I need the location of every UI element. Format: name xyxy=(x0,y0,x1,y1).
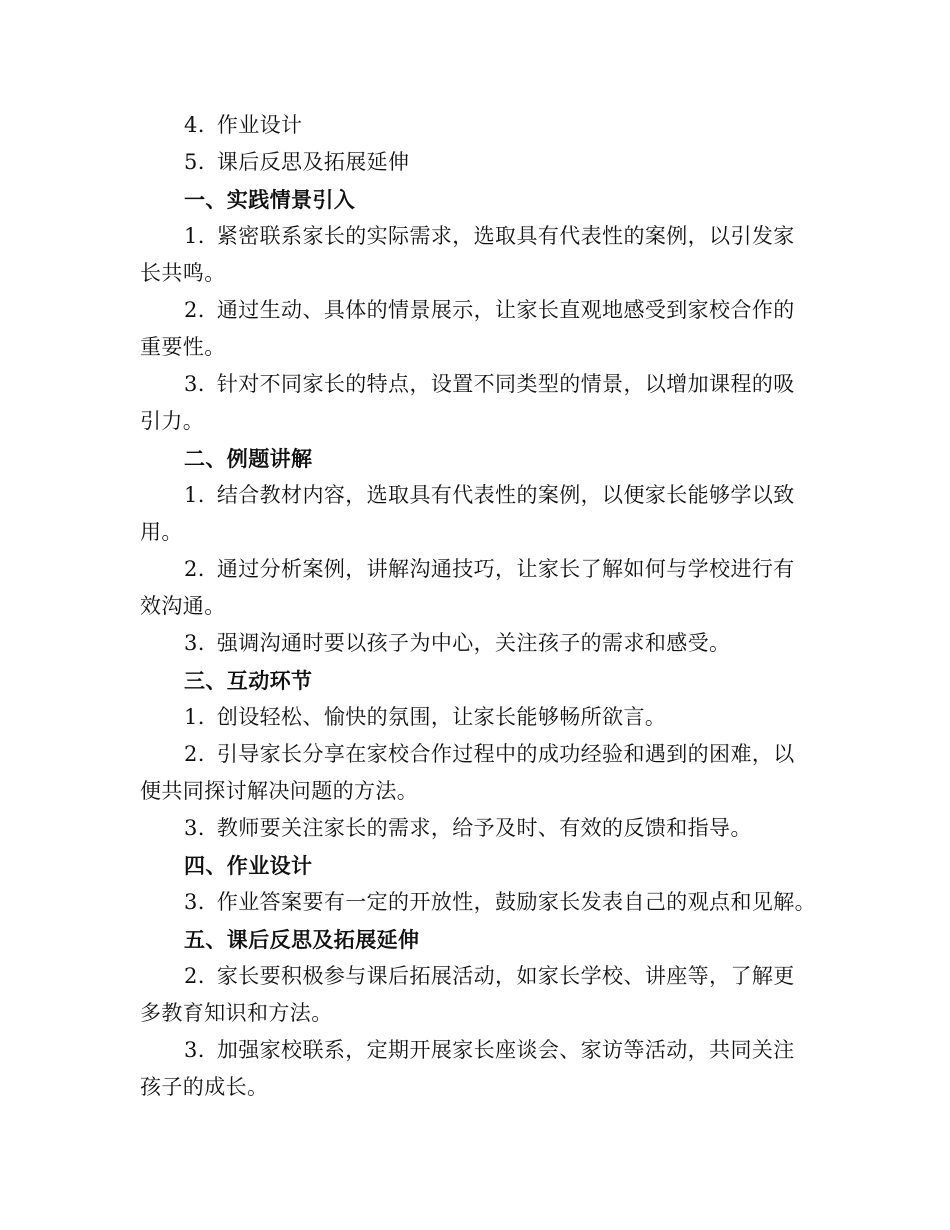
item-number: 3. xyxy=(184,890,205,914)
list-item xyxy=(140,884,817,921)
item-text: 家长要积极参与课后拓展活动，如家长学校、讲座等，了解更 xyxy=(216,964,795,988)
item-text: 创设轻松、愉快的氛围，让家长能够畅所欲言。 xyxy=(216,705,667,729)
item-continuation: 重要性。 xyxy=(140,335,226,359)
item-text: 教师要关注家长的需求，给予及时、有效的反馈和指导。 xyxy=(216,816,752,840)
item-continuation: 多教育知识和方法。 xyxy=(140,1001,333,1025)
item-number: 2. xyxy=(184,557,205,581)
item-number: 1. xyxy=(184,224,205,248)
item-number: 2. xyxy=(184,964,205,988)
section-heading: 一、实践情景引入 xyxy=(184,187,356,212)
item-number: 2. xyxy=(184,298,205,322)
item-continuation: 引力。 xyxy=(140,409,205,433)
item-number: 3. xyxy=(184,816,205,840)
list-item xyxy=(140,477,812,514)
item-number: 4. xyxy=(184,113,205,137)
section-heading: 五、课后反思及拓展延伸 xyxy=(184,927,420,952)
list-item xyxy=(140,292,812,329)
section-heading: 二、例题讲解 xyxy=(184,446,313,471)
outline-item xyxy=(140,107,812,144)
item-number: 3. xyxy=(184,631,205,655)
item-continuation: 长共鸣。 xyxy=(140,261,226,285)
item-number: 5. xyxy=(184,150,205,174)
item-text: 通过生动、具体的情景展示，让家长直观地感受到家校合作的 xyxy=(216,298,795,322)
list-item xyxy=(140,366,812,403)
item-text: 作业设计 xyxy=(216,113,303,137)
list-item xyxy=(140,551,812,588)
section-heading: 三、互动环节 xyxy=(184,668,313,693)
item-number: 3. xyxy=(184,372,205,396)
list-item xyxy=(140,699,812,736)
list-item xyxy=(140,810,812,847)
list-item xyxy=(140,218,812,255)
list-item xyxy=(140,958,812,995)
item-number: 1. xyxy=(184,483,205,507)
item-continuation: 孩子的成长。 xyxy=(140,1075,269,1099)
item-text: 作业答案要有一定的开放性，鼓励家长发表自己的观点和见解。 xyxy=(216,890,817,914)
outline-item xyxy=(140,144,812,181)
section-heading: 四、作业设计 xyxy=(184,853,313,878)
item-text: 针对不同家长的特点，设置不同类型的情景，以增加课程的吸 xyxy=(216,372,795,396)
item-number: 1. xyxy=(184,705,205,729)
item-continuation: 效沟通。 xyxy=(140,594,226,618)
item-text: 课后反思及拓展延伸 xyxy=(216,150,410,174)
item-text: 加强家校联系，定期开展家长座谈会、家访等活动，共同关注 xyxy=(216,1038,795,1062)
document-body xyxy=(140,107,817,1106)
item-text: 紧密联系家长的实际需求，选取具有代表性的案例，以引发家 xyxy=(216,224,795,248)
item-continuation: 用。 xyxy=(140,520,183,544)
list-item xyxy=(140,1032,812,1069)
item-text: 通过分析案例，讲解沟通技巧，让家长了解如何与学校进行有 xyxy=(216,557,795,581)
item-text: 结合教材内容，选取具有代表性的案例，以便家长能够学以致 xyxy=(216,483,795,507)
list-item xyxy=(140,736,812,773)
item-number: 2. xyxy=(184,742,205,766)
item-continuation: 便共同探讨解决问题的方法。 xyxy=(140,779,419,803)
list-item xyxy=(140,625,812,662)
item-text: 强调沟通时要以孩子为中心，关注孩子的需求和感受。 xyxy=(216,631,731,655)
item-text: 引导家长分享在家校合作过程中的成功经验和遇到的困难，以 xyxy=(216,742,795,766)
item-number: 3. xyxy=(184,1038,205,1062)
